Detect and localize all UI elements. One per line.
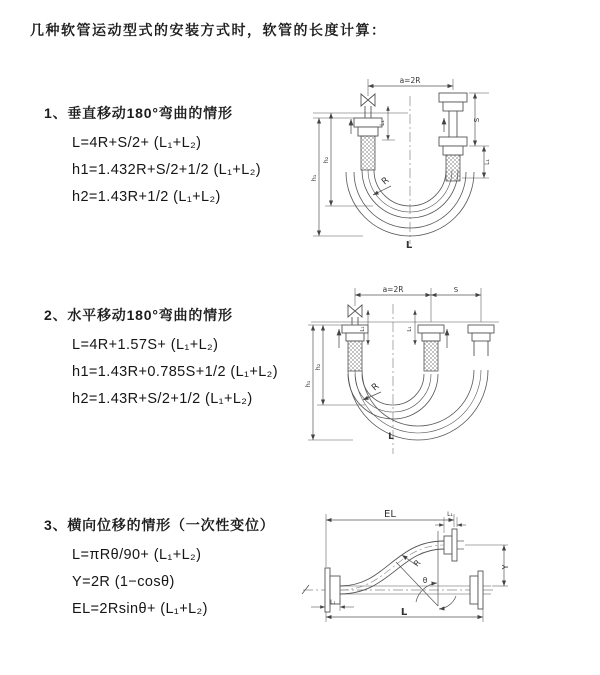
dim-label-l1-top: L₁ xyxy=(447,511,453,518)
radius-label: R xyxy=(412,558,423,569)
dim-label-l1-left: L₁ xyxy=(360,326,366,332)
pipe-break-mark xyxy=(302,585,309,594)
dim-label-h2: h₂ xyxy=(322,156,330,164)
right-flange-origin xyxy=(439,137,467,146)
dim-label-el: EL xyxy=(384,509,396,520)
formula-h1: h1=1.43R+0.785S+1/2 (L₁+L₂) xyxy=(72,364,278,380)
section-3-heading: 3、横向位移的情形（一次性变位） xyxy=(44,517,275,533)
section-horizontal-movement xyxy=(44,305,278,419)
radius-leader xyxy=(373,186,391,195)
right-flange-moved xyxy=(468,325,494,333)
right-flange-origin xyxy=(470,576,478,604)
diagram-lateral-displacement xyxy=(298,505,600,653)
dim-label-s: S xyxy=(453,286,459,294)
section-lateral-displacement xyxy=(44,515,275,629)
dim-label-l1-left: L₁ xyxy=(379,120,386,126)
left-hose-braid xyxy=(348,341,362,371)
length-label: L xyxy=(388,432,394,442)
middle-hose-braid xyxy=(424,341,438,371)
dim-label-l1-left: L₁ xyxy=(330,599,336,606)
formula-h1: h1=1.432R+S/2+1/2 (L₁+L₂) xyxy=(72,162,262,178)
dim-label-l1-right: L₁ xyxy=(484,159,491,165)
page-title: 几种软管运动型式的安装方式时，软管的长度计算： xyxy=(30,22,387,38)
right-flange-moved xyxy=(439,93,467,102)
formula-l: L=4R+S/2+ (L₁+L₂) xyxy=(72,135,202,151)
formula-el: EL=2Rsinθ+ (L₁+L₂) xyxy=(72,601,208,617)
formula-y: Y=2R (1−cosθ) xyxy=(72,574,175,590)
diagram-vertical-180-bend xyxy=(305,66,595,266)
radius-leader xyxy=(363,392,381,400)
formula-h2: h2=1.43R+1/2 (L₁+L₂) xyxy=(72,189,221,205)
dim-label-a2r: a=2R xyxy=(382,285,404,294)
dim-label-l: L xyxy=(400,607,408,618)
section-1-heading: 1、垂直移动180°弯曲的情形 xyxy=(44,105,233,121)
dim-label-a2r: a=2R xyxy=(399,76,421,85)
radius-label: R xyxy=(370,381,382,394)
valve-icon xyxy=(348,305,362,317)
right-flange-moved xyxy=(444,536,452,554)
dim-label-h1: h₁ xyxy=(310,174,318,182)
dim-label-h2: h₂ xyxy=(314,363,322,371)
section-vertical-movement xyxy=(44,103,261,217)
radius-label: R xyxy=(380,175,392,188)
formula-h2: h2=1.43R+S/2+1/2 (L₁+L₂) xyxy=(72,391,253,407)
dim-label-s: S xyxy=(473,117,481,123)
left-hose-braid xyxy=(361,136,375,170)
angle-label: θ xyxy=(422,576,428,585)
dim-label-y: Y xyxy=(501,564,510,570)
u-bend-hose xyxy=(348,370,488,440)
formula-l: L=4R+1.57S+ (L₁+L₂) xyxy=(72,337,219,353)
middle-flange xyxy=(418,325,444,333)
dim-label-l1-mid: L₁ xyxy=(407,326,413,332)
left-flange xyxy=(354,118,382,127)
formula-l: L=πRθ/90+ (L₁+L₂) xyxy=(72,547,202,563)
diagram-horizontal-180-bend xyxy=(303,282,600,477)
dim-label-h1: h₁ xyxy=(304,380,312,388)
length-label: L xyxy=(405,240,413,251)
section-2-heading: 2、水平移动180°弯曲的情形 xyxy=(44,307,233,323)
